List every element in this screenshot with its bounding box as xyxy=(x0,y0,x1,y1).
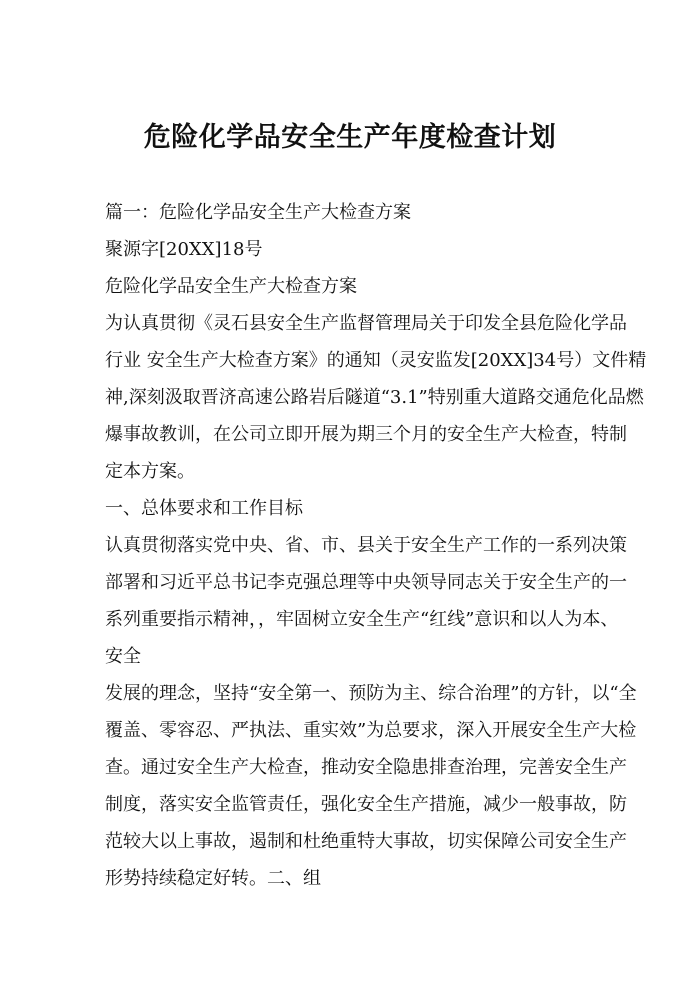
body-line: 系列重要指示精神，，牢固树立安全生产“红线”意识和以人为本、 xyxy=(105,609,619,630)
subtitle: 危险化学品安全生产大检查方案 xyxy=(105,276,357,297)
body-line: 形势持续稳定好转。二、组 xyxy=(105,868,321,889)
body-line: 发展的理念，坚持“安全第一、预防为主、综合治理”的方针，以“全 xyxy=(105,683,637,704)
body-line: 范较大以上事故，遏制和杜绝重特大事故，切实保障公司安全生产 xyxy=(105,831,627,852)
section-heading: 一、总体要求和工作目标 xyxy=(105,498,303,519)
body-line: 行业 安全生产大检查方案》的通知（灵安监发[20XX]34号）文件精 xyxy=(105,350,647,371)
body-line: 安全 xyxy=(105,646,141,667)
body-line: 查。通过安全生产大检查，推动安全隐患排查治理，完善安全生产 xyxy=(105,757,627,778)
body-line: 爆事故教训，在公司立即开展为期三个月的安全生产大检查，特制 xyxy=(105,424,627,445)
section-heading: 篇一：危险化学品安全生产大检查方案 xyxy=(105,202,411,223)
body-line: 为认真贯彻《灵石县安全生产监督管理局关于印发全县危险化学品 xyxy=(105,313,627,334)
body-line: 认真贯彻落实党中央、省、市、县关于安全生产工作的一系列决策 xyxy=(105,535,627,556)
body-line: 覆盖、零容忍、严执法、重实效”为总要求，深入开展安全生产大检 xyxy=(105,720,637,741)
body-line: 定本方案。 xyxy=(105,461,195,482)
document-title: 危险化学品安全生产年度检查计划 xyxy=(143,122,557,153)
document-number: 聚源字[20XX]18号 xyxy=(105,239,263,260)
body-line: 部署和习近平总书记李克强总理等中央领导同志关于安全生产的一 xyxy=(105,572,627,593)
body-line: 神,深刻汲取晋济高速公路岩后隧道“3.1”特别重大道路交通危化品燃 xyxy=(105,387,644,408)
body-line: 制度，落实安全监管责任，强化安全生产措施，减少一般事故，防 xyxy=(105,794,627,815)
